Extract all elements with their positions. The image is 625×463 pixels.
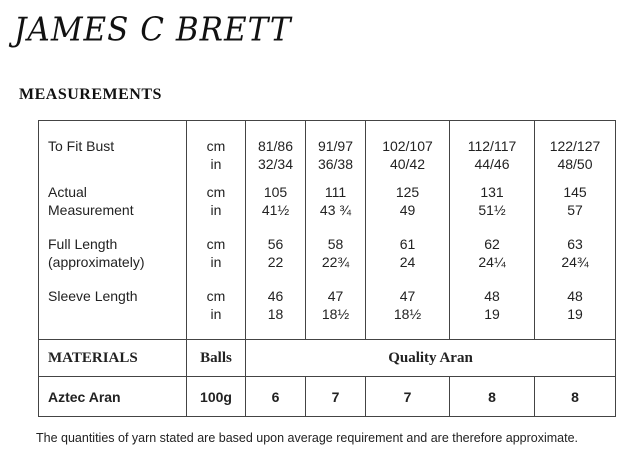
cell-value: 40/42 [389, 155, 426, 172]
balls-header: Balls [187, 340, 246, 377]
yarn-balls: 6 [246, 377, 306, 417]
unit-label: in [210, 201, 222, 218]
units-column [187, 121, 246, 340]
footnote: The quantities of yarn stated are based upon average requirement and are therefore approximate. [36, 431, 579, 445]
cell-value: 122/127 [549, 138, 601, 154]
yarn-balls: 7 [366, 377, 450, 417]
unit-label: cm [206, 288, 226, 304]
cell-value: 18½ [393, 305, 422, 322]
cell-value: 48/50 [557, 155, 593, 172]
unit-label: in [210, 305, 222, 322]
cell-value: 24¾ [561, 253, 589, 270]
cell-value: 145 [563, 184, 587, 200]
measurements-table [38, 120, 616, 417]
cell-value: 22¾ [321, 253, 350, 270]
cell-value: 111 [324, 184, 347, 200]
cell-value: 43 ¾ [319, 201, 352, 218]
cell-value: 48 [567, 288, 583, 304]
cell-value: 131 [480, 184, 504, 200]
cell-value: 44/46 [474, 155, 510, 172]
brand-logo: JAMES C BRETT [14, 11, 292, 49]
cell-value: 36/38 [317, 155, 354, 172]
unit-label: in [210, 155, 222, 172]
cell-value: 18 [267, 305, 284, 322]
yarn-weight: 100g [187, 377, 246, 417]
cell-value: 105 [263, 184, 288, 200]
row-label: (approximately) [48, 253, 145, 270]
size-column-4 [450, 121, 535, 340]
materials-row [39, 340, 616, 377]
row-label: Sleeve Length [48, 288, 138, 304]
cell-value: 24¼ [478, 253, 506, 270]
cell-value: 19 [567, 305, 583, 322]
cell-value: 62 [484, 236, 500, 252]
yarn-balls: 8 [535, 377, 616, 417]
cell-value: 19 [484, 305, 500, 322]
measurements-row [39, 121, 616, 340]
row-label: Full Length [48, 236, 118, 252]
yarn-balls: 8 [450, 377, 535, 417]
row-label: To Fit Bust [48, 138, 115, 154]
cell-value: 24 [399, 253, 416, 270]
cell-value: 41½ [261, 201, 290, 218]
cell-value: 47 [327, 288, 344, 304]
section-title: MEASUREMENTS [19, 86, 162, 103]
cell-value: 102/107 [382, 138, 433, 154]
unit-label: cm [206, 236, 226, 252]
cell-value: 125 [395, 184, 420, 200]
quality-header: Quality Aran [246, 340, 616, 377]
cell-value: 58 [327, 236, 344, 252]
size-column-3 [366, 121, 450, 340]
cell-value: 32/34 [257, 155, 294, 172]
row-label: Actual [48, 184, 87, 200]
yarn-name: Aztec Aran [39, 377, 187, 417]
unit-label: cm [206, 138, 226, 154]
cell-value: 61 [399, 236, 416, 252]
size-column-2 [306, 121, 366, 340]
yarn-balls: 7 [306, 377, 366, 417]
cell-value: 91/97 [317, 138, 354, 154]
cell-value: 18½ [321, 305, 350, 322]
cell-value: 49 [399, 201, 416, 218]
labels-column [39, 121, 187, 340]
cell-value: 46 [267, 288, 284, 304]
unit-label: cm [206, 184, 226, 200]
cell-value: 63 [567, 236, 583, 252]
materials-label: MATERIALS [39, 340, 187, 377]
cell-value: 112/117 [467, 138, 517, 154]
cell-value: 51½ [478, 201, 506, 218]
cell-value: 47 [399, 288, 416, 304]
cell-value: 81/86 [257, 138, 294, 154]
row-label: Measurement [48, 201, 134, 218]
size-column-5 [535, 121, 616, 340]
cell-value: 22 [267, 253, 284, 270]
yarn-row [39, 377, 616, 417]
cell-value: 56 [267, 236, 284, 252]
size-column-1 [246, 121, 306, 340]
unit-label: in [210, 253, 222, 270]
cell-value: 57 [567, 201, 583, 218]
cell-value: 48 [484, 288, 500, 304]
